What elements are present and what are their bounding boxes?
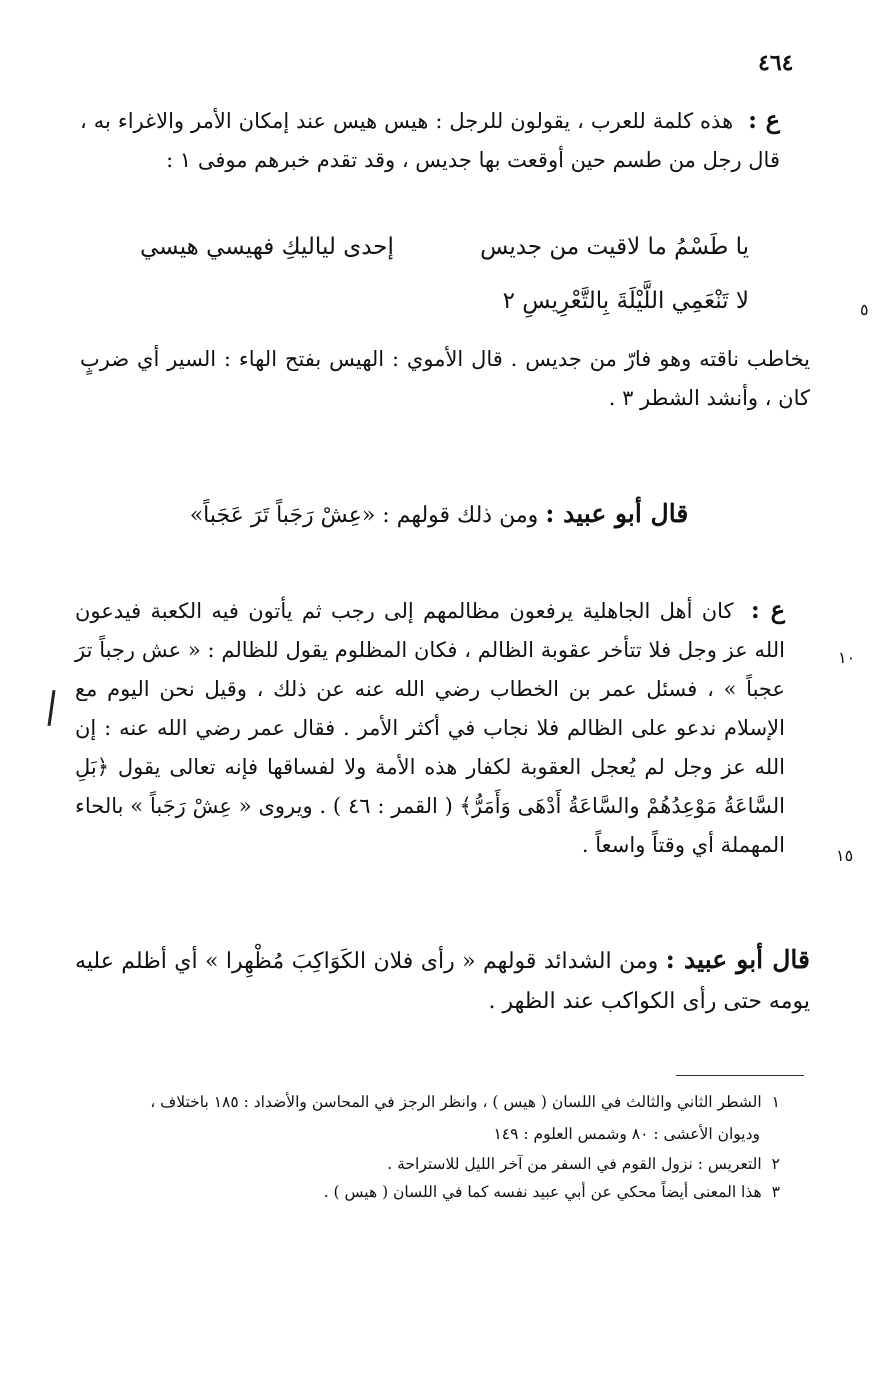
speaker-label: قال أبو عبيد : bbox=[665, 945, 810, 974]
footnote-number: ٣ bbox=[771, 1183, 780, 1201]
footnote-number: ٢ bbox=[771, 1155, 780, 1173]
proverb-text: ومن ذلك قولهم : «عِشْ رَجَباً تَرَ عَجَباً» bbox=[189, 503, 539, 528]
line-number-10: ١٠ bbox=[838, 648, 856, 667]
commentary-text: كان أهل الجاهلية يرفعون مظالمهم إلى رجب ثم يأتون فيه الكعبة فيدعون الله عز وجل فلا تتأخر عقوبة الظالم ، فكان المظلوم يقول للظالم : « عش رجباً ترَ عجباً » ، فسئل عمر بن الخطاب رضي الله عنه عن ذلك ، وقيل نحن اليوم مع الإسلام ندعو على الظالم فلا نجاب في أكثر الأمر . فقال عمر رضي الله عنه : إن الله عز وجل لم يُعجل العقوبة لكفار هذه الأمة ولا لفساقها فإنه تعالى يقول ﴿بَلِ السَّاعَةُ مَوْعِدُهُمْ والسَّاعَةُ أَدْهَى وَأَمَرُّ﴾ ( القمر : ٤٦ ) . ويروى « عِشْ رَجَباً » بالحاء المهملة أي وقتاً واسعاً . bbox=[75, 599, 785, 857]
margin-mark bbox=[48, 690, 56, 726]
verse-line-1-right: يا طَسْمُ ما لاقيت من جديس bbox=[480, 234, 749, 260]
footnote-text: التعريس : نزول القوم في السفر من آخر الليل للاستراحة . bbox=[387, 1155, 762, 1173]
commentary-text: هذه كلمة للعرب ، يقولون للرجل : هيس هيس عند إمكان الأمر والاغراء به ، قال رجل من طسم حين أوقعت بها جديس ، وقد تقدم خبرهم موفى ١ : bbox=[80, 109, 780, 172]
footnote-separator bbox=[676, 1075, 804, 1076]
page-number: ٤٦٤ bbox=[758, 50, 794, 76]
commentary-marker: ع : bbox=[750, 595, 785, 624]
footnote-1-continuation bbox=[60, 1120, 760, 1148]
footnote-2 bbox=[60, 1150, 780, 1178]
line-number-5: ٥ bbox=[860, 300, 869, 319]
abu-ubaid-heading-1 bbox=[79, 494, 799, 536]
footnote-number: ١ bbox=[771, 1093, 780, 1111]
abu-ubaid-heading-2 bbox=[75, 940, 810, 1022]
footnote-1 bbox=[60, 1088, 780, 1116]
speaker-label: قال أبو عبيد : bbox=[545, 499, 689, 528]
commentary-paragraph-3 bbox=[75, 590, 785, 865]
footnote-text: هذا المعنى أيضاً محكي عن أبي عبيد نفسه كما في اللسان ( هيس ) . bbox=[323, 1183, 762, 1201]
commentary-marker: ع : bbox=[748, 105, 780, 134]
verse-line-2: لا تَنْعَمِي اللَّيْلَةَ بِالتَّعْرِيسِ ٢ bbox=[502, 288, 749, 314]
proverb-text: ومن الشدائد قولهم « رأى فلان الكَوَاكِبَ مُظْهِرا » أي أظلم عليه يومه حتى رأى الكواكب عند الظهر . bbox=[75, 949, 810, 1014]
commentary-paragraph-2 bbox=[80, 340, 810, 418]
commentary-text: يخاطب ناقته وهو فارّ من جديس . قال الأموي : الهيس بفتح الهاء : السير أي ضربٍ كان ، وأنشد الشطر ٣ . bbox=[80, 347, 810, 410]
verse-line-1-left: إحدى لياليكِ فهيسي هيسي bbox=[140, 234, 394, 260]
footnote-3 bbox=[60, 1178, 780, 1206]
footnote-text: وديوان الأعشى : ٨٠ وشمس العلوم : ١٤٩ bbox=[493, 1125, 760, 1143]
footnote-text: الشطر الثاني والثالث في اللسان ( هيس ) ، وانظر الرجز في المحاسن والأضداد : ١٨٥ باختلاف ، bbox=[150, 1093, 762, 1111]
commentary-paragraph-1 bbox=[80, 100, 780, 180]
line-number-15: ١٥ bbox=[836, 846, 854, 865]
